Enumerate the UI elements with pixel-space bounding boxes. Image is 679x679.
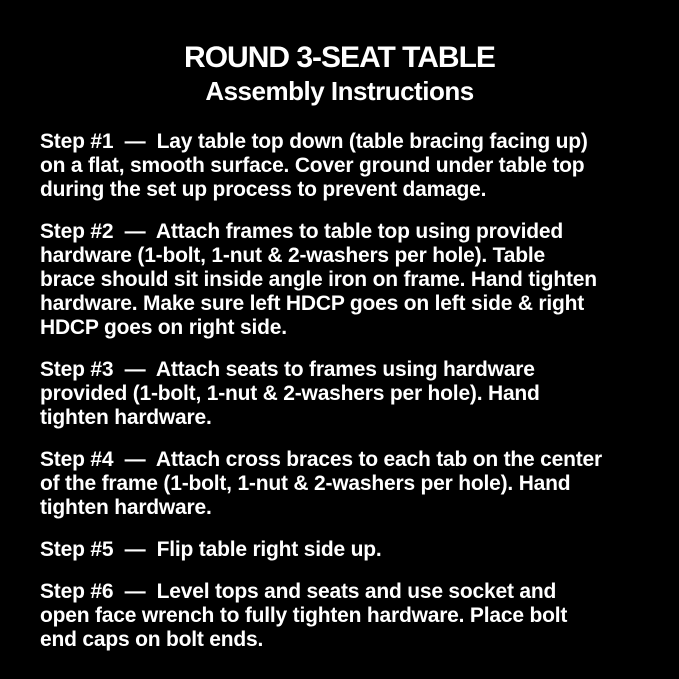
step-line: HDCP goes on right side.	[40, 316, 287, 339]
step-line: open face wrench to fully tighten hardware. Place bolt	[40, 604, 568, 627]
step-line: hardware. Make sure left HDCP goes on left side & right	[40, 292, 585, 315]
step-line: on a flat, smooth surface. Cover ground under table top	[40, 154, 585, 177]
step-line: hardware (1-bolt, 1-nut & 2-washers per hole). Table	[40, 244, 545, 267]
step-line: tighten hardware.	[40, 406, 212, 429]
step-2	[40, 220, 663, 340]
page-title: ROUND 3-SEAT TABLE	[184, 41, 495, 74]
step-4	[40, 448, 663, 520]
step-6	[40, 580, 663, 652]
step-line: tighten hardware.	[40, 496, 212, 519]
step-line: Step #1 — Lay table top down (table bracing facing up)	[40, 130, 588, 153]
step-line: provided (1-bolt, 1-nut & 2-washers per hole). Hand	[40, 382, 540, 405]
instructions-body	[0, 130, 679, 652]
step-line: end caps on bolt ends.	[40, 628, 264, 651]
step-line: of the frame (1-bolt, 1-nut & 2-washers per hole). Hand	[40, 472, 571, 495]
step-line: Step #4 — Attach cross braces to each tab on the center	[40, 448, 602, 471]
step-5	[40, 538, 663, 562]
step-line: Step #6 — Level tops and seats and use socket and	[40, 580, 557, 603]
step-3	[40, 358, 663, 430]
step-line: Step #2 — Attach frames to table top using provided	[40, 220, 564, 243]
header	[0, 40, 679, 106]
step-1	[40, 130, 663, 202]
step-line: Step #5 — Flip table right side up.	[40, 538, 382, 561]
page-subtitle: Assembly Instructions	[205, 76, 474, 106]
step-line: during the set up process to prevent damage.	[40, 178, 487, 201]
step-line: Step #3 — Attach seats to frames using hardware	[40, 358, 535, 381]
step-line: brace should sit inside angle iron on frame. Hand tighten	[40, 268, 597, 291]
